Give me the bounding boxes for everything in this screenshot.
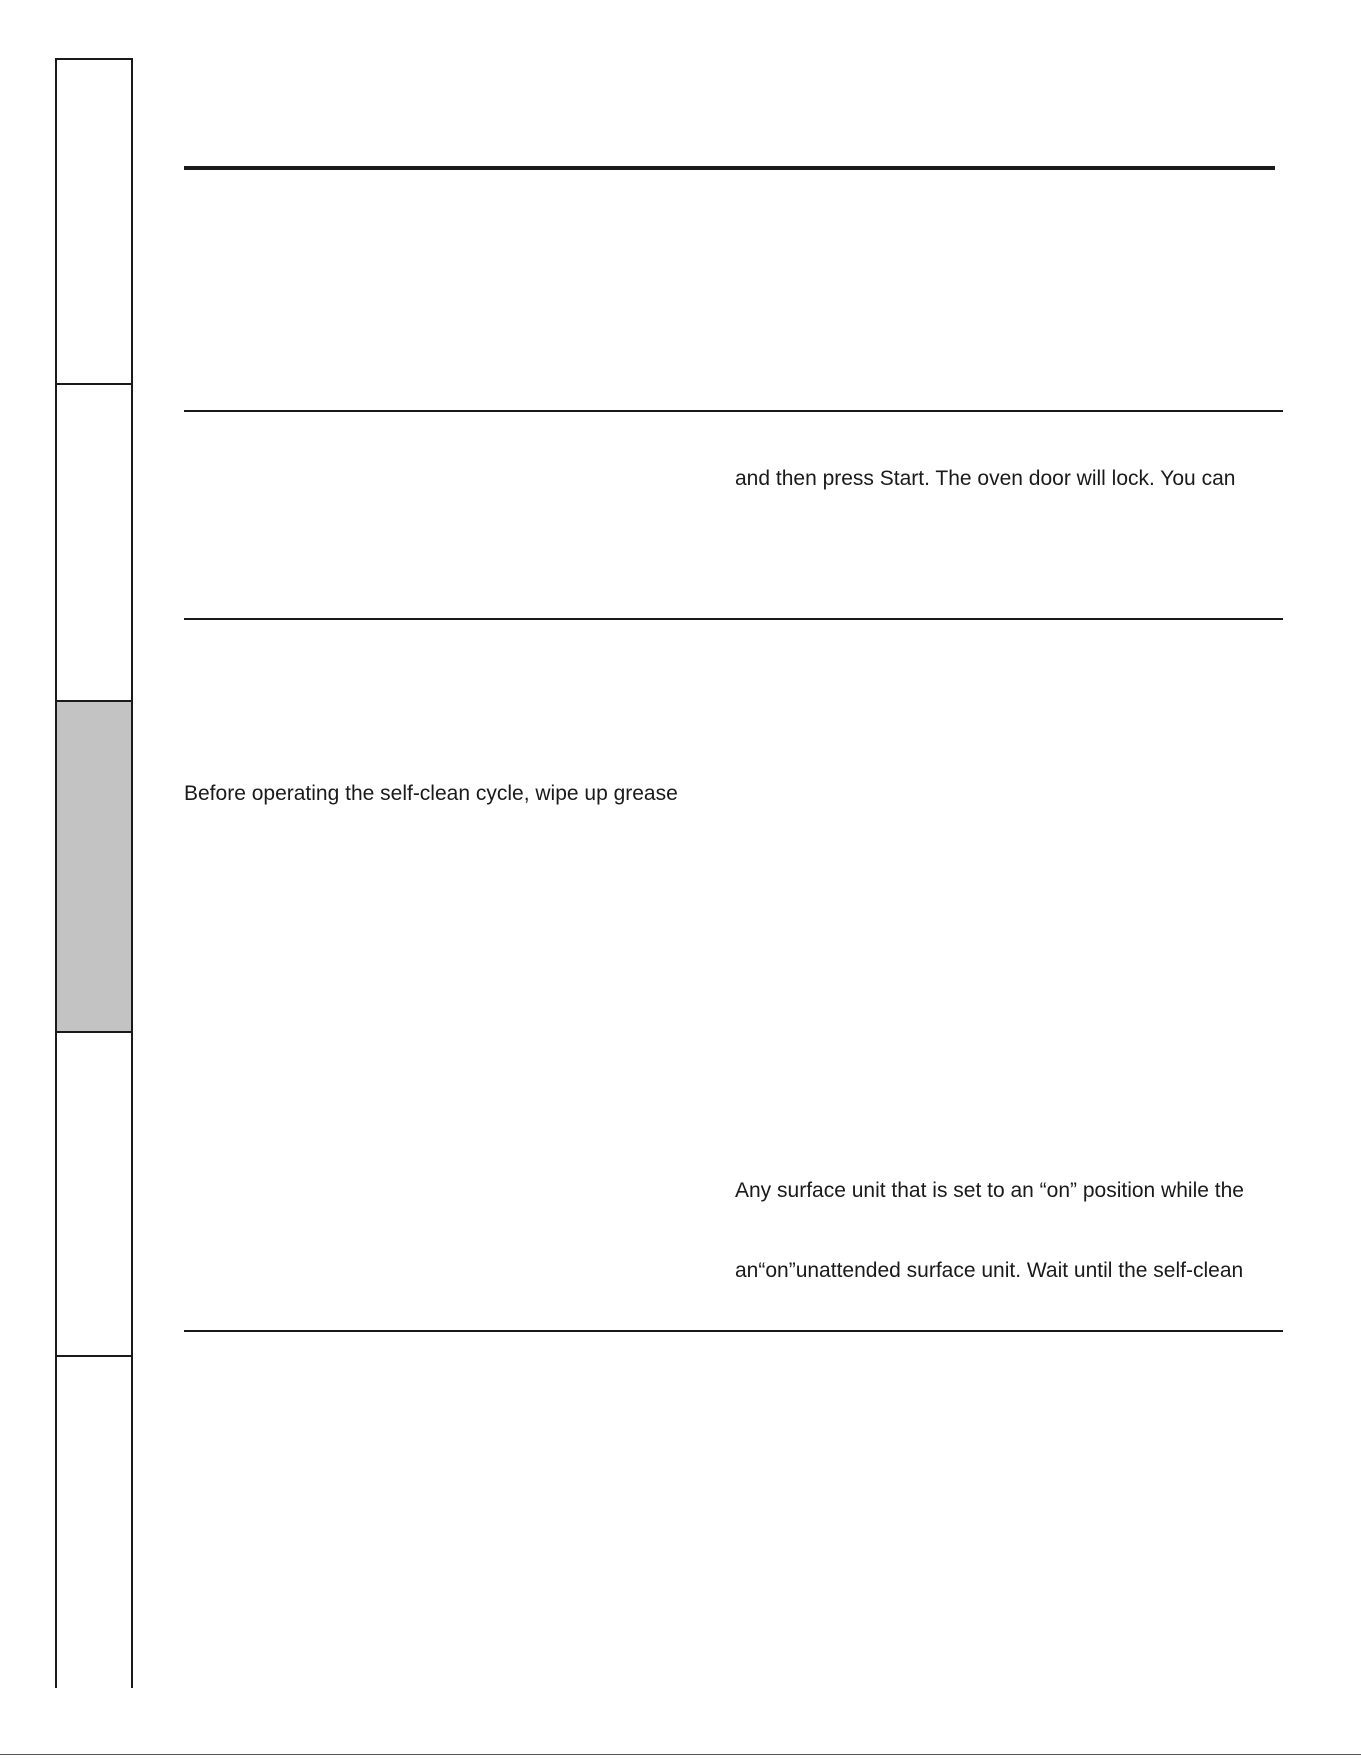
section-tab-5[interactable] bbox=[57, 1357, 131, 1688]
header-rule bbox=[184, 166, 1275, 170]
section-tab-3-active[interactable] bbox=[57, 702, 131, 1033]
section-tab-1[interactable] bbox=[57, 60, 131, 385]
section-tab-strip bbox=[55, 58, 133, 1688]
section-divider-1 bbox=[184, 410, 1283, 412]
section-tab-4[interactable] bbox=[57, 1033, 131, 1357]
section-divider-2 bbox=[184, 618, 1283, 620]
body-text-fragment: and then press Start. The oven door will lock. You can bbox=[735, 467, 1236, 490]
footer-rule bbox=[0, 1754, 1361, 1755]
body-text-fragment: an“on”unattended surface unit. Wait until the self-clean bbox=[735, 1259, 1244, 1282]
body-text-fragment: Any surface unit that is set to an “on” position while the bbox=[735, 1179, 1244, 1202]
section-tab-2[interactable] bbox=[57, 385, 131, 702]
body-text-fragment: Before operating the self-clean cycle, wipe up grease bbox=[184, 782, 678, 805]
section-divider-3 bbox=[184, 1330, 1283, 1332]
